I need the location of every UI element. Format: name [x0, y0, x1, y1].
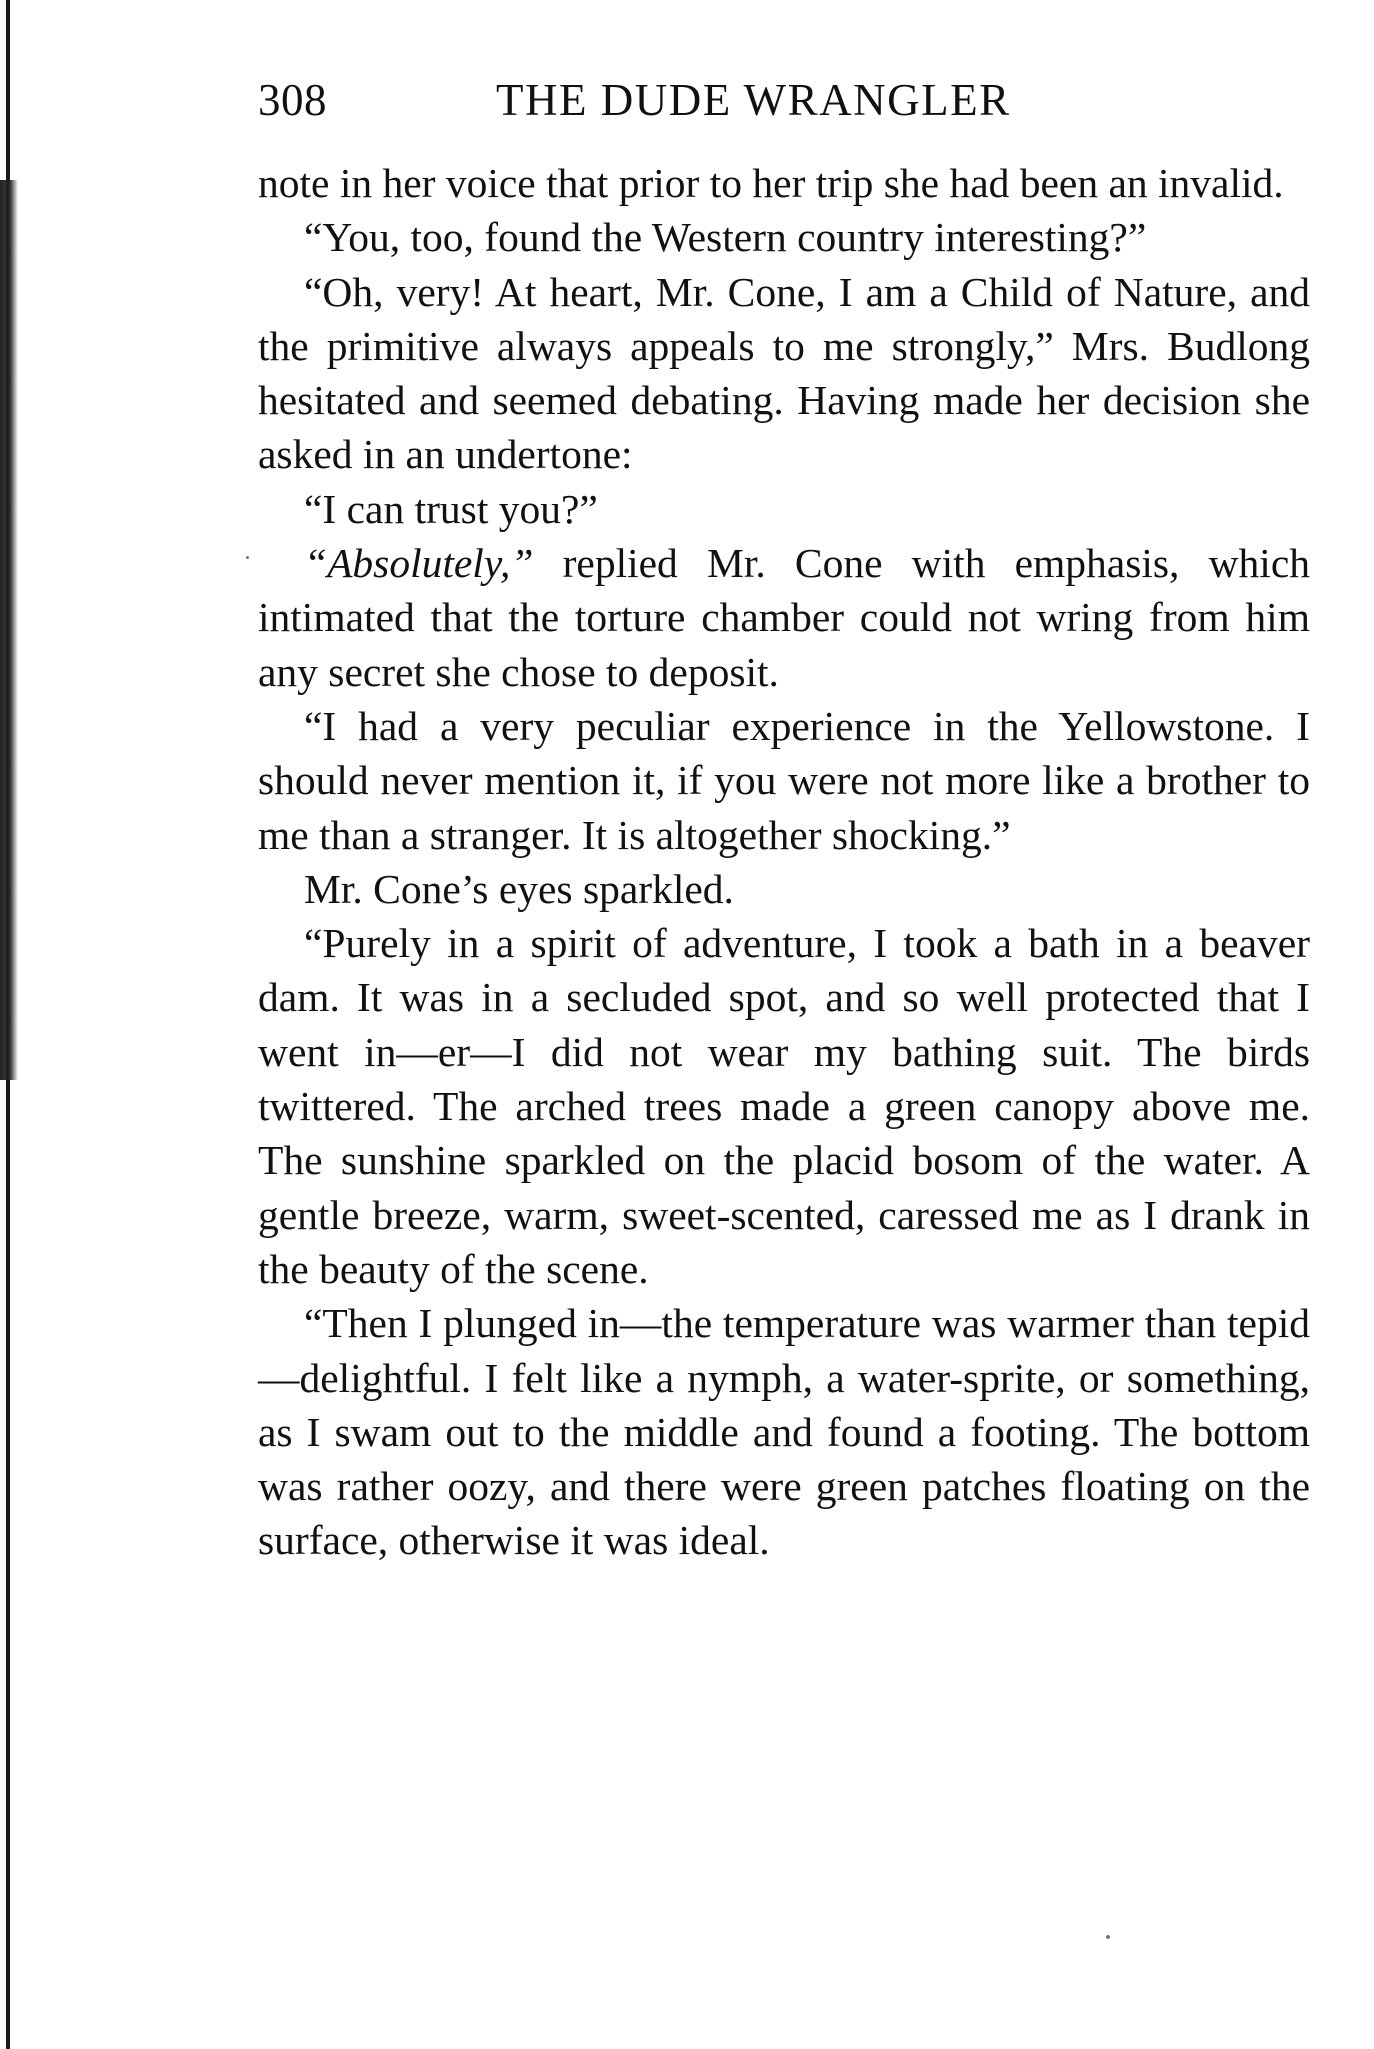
paragraph: “I can trust you?”: [304, 485, 598, 532]
paragraph: “Then I plunged in—the temperature was warmer than tepid—delightful. I felt like a nymph, a water-sprite, or something, as I swam out to the middle and found a footing. The bottom was rather oozy, and there were green patches floating on the surface, otherwise it was ideal.: [258, 1300, 1310, 1564]
running-head: [258, 68, 1108, 128]
print-speck: [1106, 1935, 1110, 1939]
paragraph: “You, too, found the Western country interesting?”: [304, 214, 1147, 261]
paragraph: Mr. Cone’s eyes sparkled.: [304, 865, 734, 912]
emphasis-absolutely: “Absolutely,”: [304, 540, 534, 587]
paragraph-text: replied Mr. Cone with emphasis, which intimated that the torture chamber could not wring from him any secret she chose to deposit.: [258, 540, 1310, 695]
paragraph: “Purely in a spirit of adventure, I took a bath in a beaver dam. It was in a secluded spot, and so well protected that I went in—er—I did not wear my bathing suit. The birds twittered. The arched trees made a green canopy above me. The sunshine sparkled on the placid bosom of the water. A gentle breeze, warm, sweet-scented, caressed me as I drank in the beauty of the scene.: [258, 920, 1310, 1292]
book-title: THE DUDE WRANGLER: [496, 75, 1011, 125]
paragraph: [258, 536, 1310, 699]
paragraph: “Oh, very! At heart, Mr. Cone, I am a Child of Nature, and the primitive always appeals to me strongly,” Mrs. Budlong hesitated and seemed debating. Having made her decision she asked in an undertone:: [258, 268, 1310, 478]
page-number: 308: [258, 75, 327, 125]
paragraph-continuation: note in her voice that prior to her trip she had been an invalid.: [258, 160, 1284, 206]
body-text: [258, 156, 1310, 1568]
paragraph: “I had a very peculiar experience in the Yellowstone. I should never mention it, if you were not more like a brother to me than a stranger. It is altogether shocking.”: [258, 702, 1310, 858]
print-speck: [246, 556, 249, 559]
page-binding-shadow: [0, 180, 18, 1080]
